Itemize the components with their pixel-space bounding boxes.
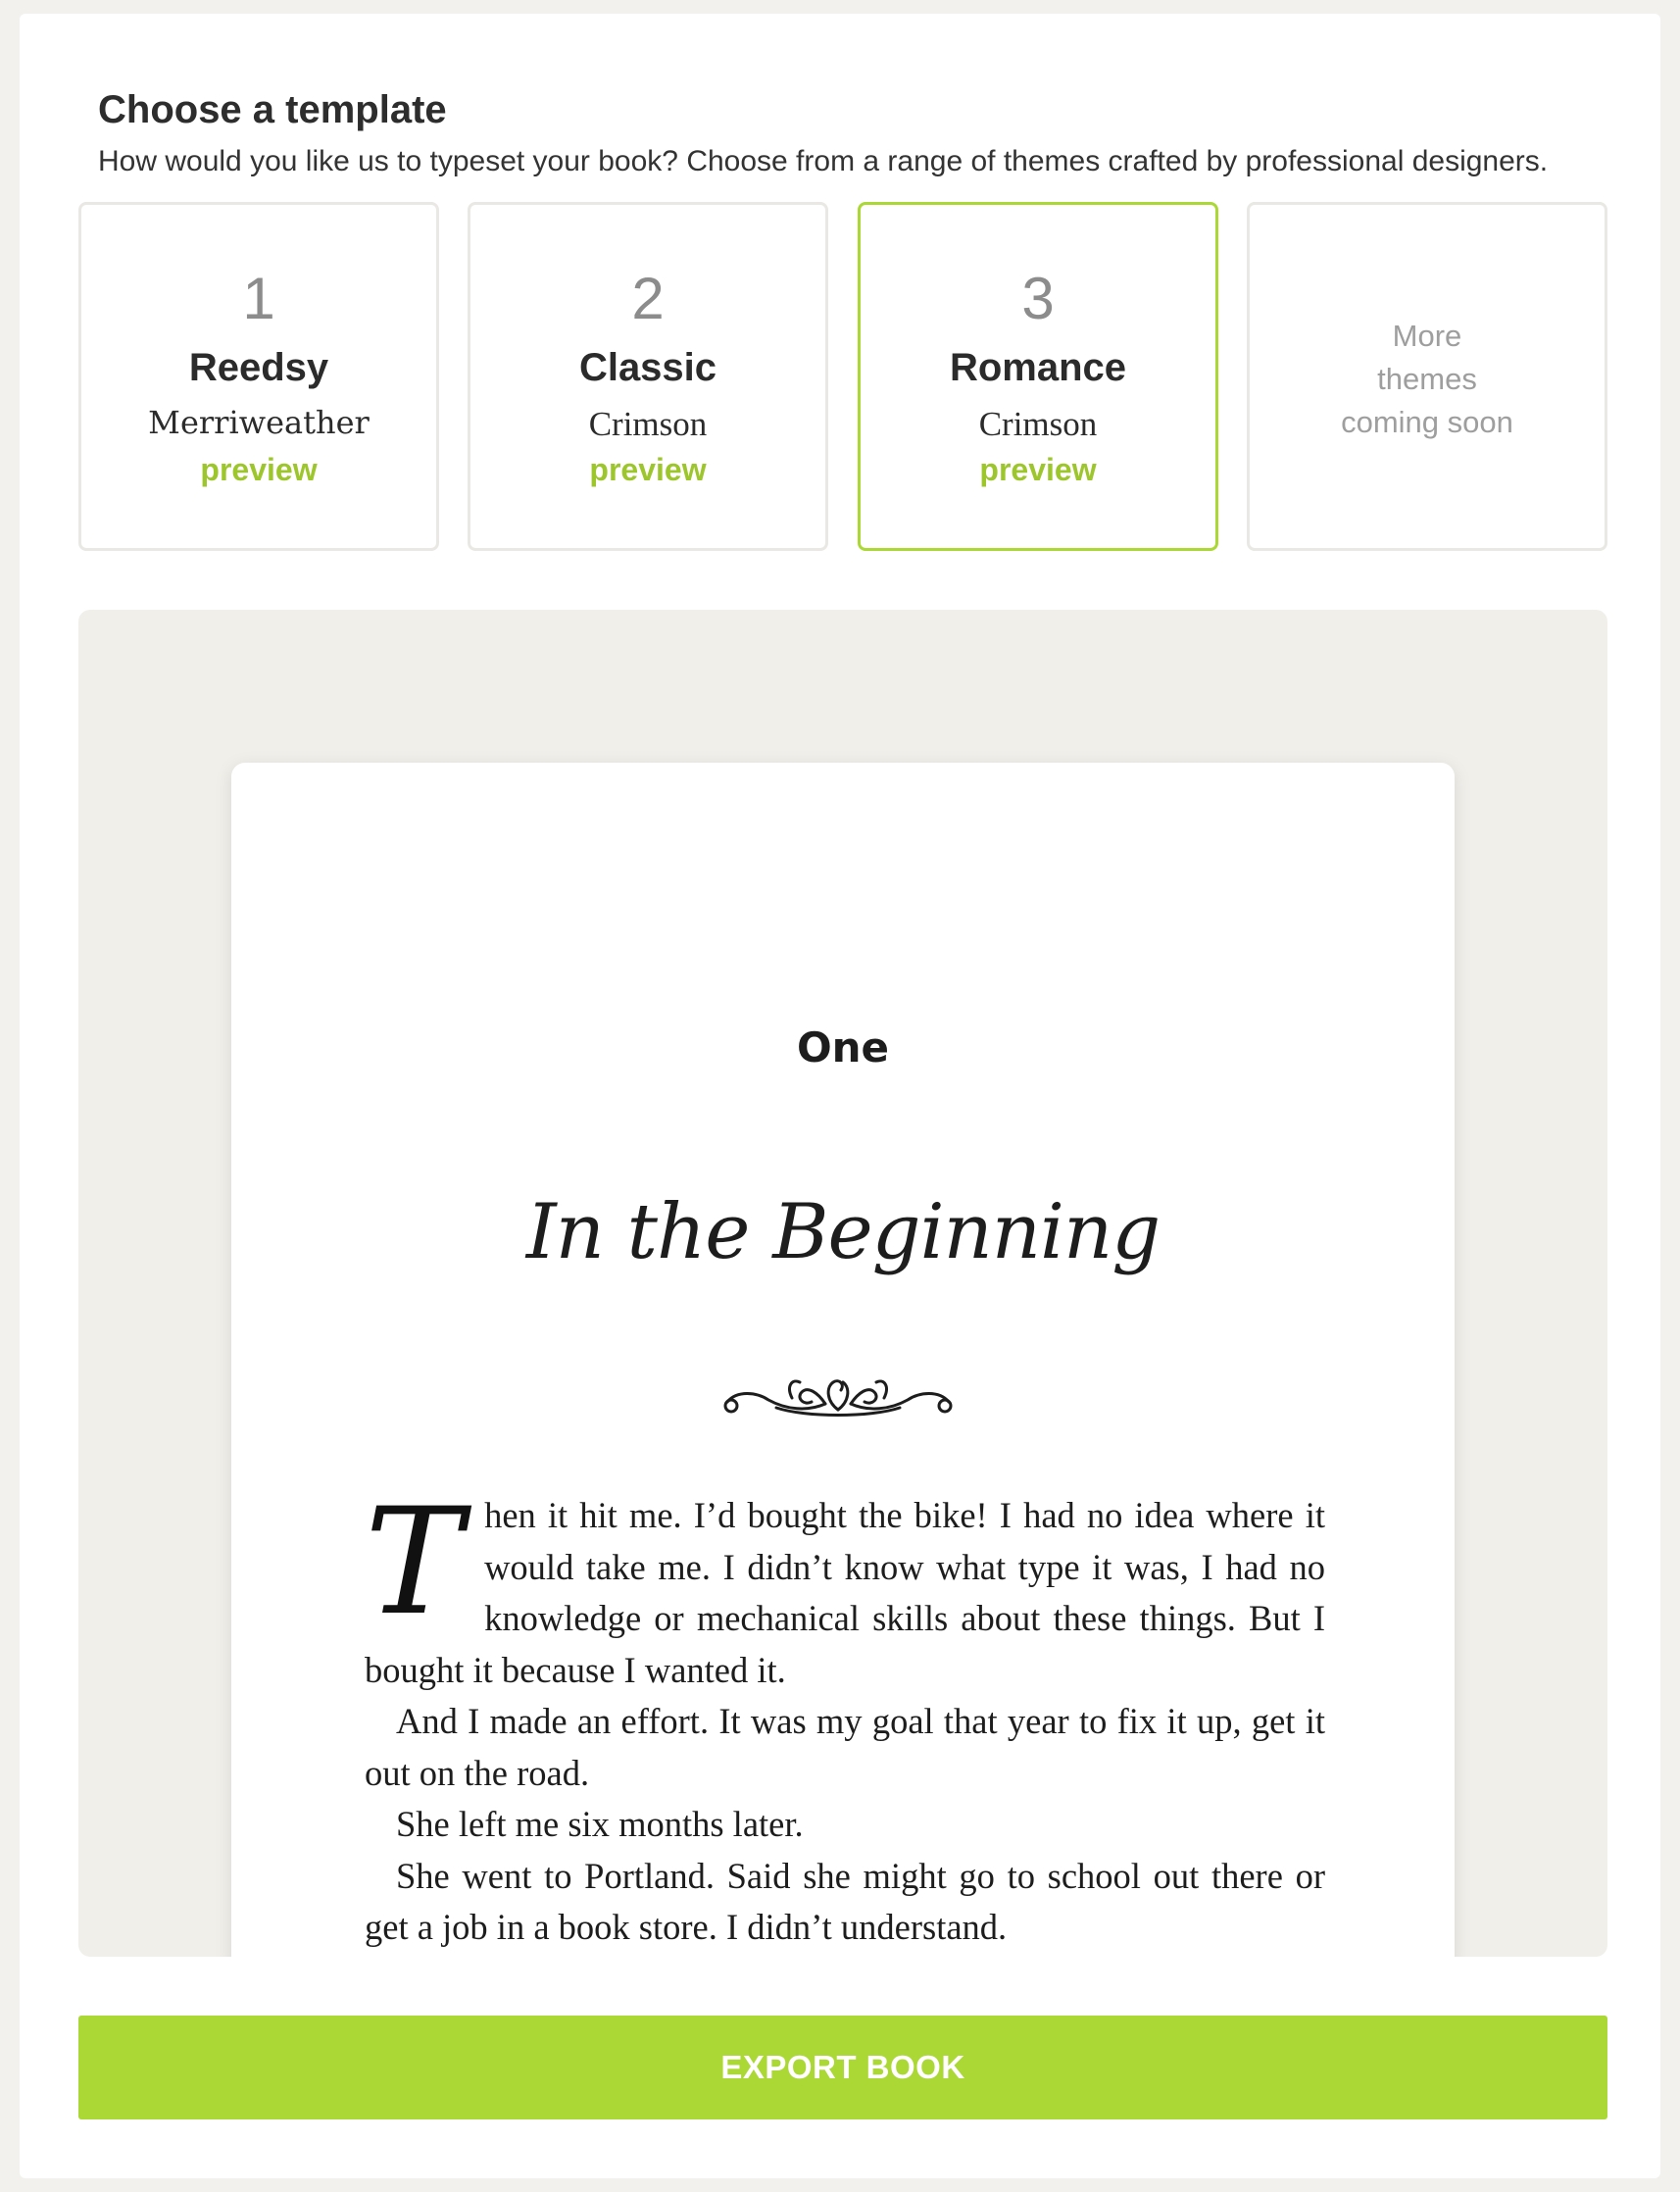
- chapter-title: In the Beginning: [525, 1188, 1161, 1276]
- flourish-ornament-icon: [717, 1363, 959, 1431]
- template-option-reedsy[interactable]: [78, 202, 439, 551]
- more-themes-line: coming soon: [1341, 405, 1513, 439]
- more-themes-placeholder: [1247, 202, 1607, 551]
- template-name: Classic: [578, 346, 717, 389]
- template-preview-link[interactable]: preview: [589, 452, 707, 487]
- page-title: Choose a template: [98, 88, 447, 131]
- template-number: 2: [631, 266, 665, 331]
- template-option-romance[interactable]: [858, 202, 1218, 551]
- paragraph: And I made an effort. It was my goal that year to fix it up, get it out on the road.: [365, 1701, 1325, 1793]
- chapter-number: One: [796, 1023, 890, 1071]
- template-number: 1: [242, 266, 275, 331]
- export-book-button[interactable]: EXPORT BOOK: [78, 2016, 1607, 2119]
- template-font: Merriweather: [148, 404, 370, 441]
- template-preview-link[interactable]: preview: [979, 452, 1097, 487]
- paragraph: She went to Portland. Said she might go to school out there or get a job in a book store. I didn’t understand.: [365, 1855, 1325, 1947]
- paragraph: She left me six months later.: [396, 1804, 804, 1844]
- book-page: [231, 763, 1455, 1957]
- template-font: Crimson: [588, 405, 708, 443]
- template-name: Reedsy: [188, 346, 329, 389]
- drop-cap: T: [365, 1477, 464, 1648]
- template-option-classic[interactable]: [468, 202, 828, 551]
- template-preview-link[interactable]: preview: [200, 452, 318, 487]
- more-themes-line: More: [1392, 319, 1462, 353]
- paragraph: [365, 1477, 1325, 1696]
- chapter-body: [365, 1477, 1325, 1954]
- template-number: 3: [1021, 266, 1055, 331]
- page-subtitle: How would you like us to typeset your book? Choose from a range of themes crafted by professional designers.: [98, 145, 1549, 177]
- paragraph-text: hen it hit me. I’d bought the bike! I had no idea where it would take me. I didn’t know what type it was, I had no knowledge or mechanical skills about these things. But I bought it because I wanted it.: [365, 1495, 1325, 1690]
- more-themes-line: themes: [1377, 362, 1477, 396]
- book-preview-panel[interactable]: [78, 610, 1607, 1957]
- more-themes-text: [1250, 315, 1605, 444]
- template-name: Romance: [949, 346, 1127, 389]
- template-options: [78, 202, 1607, 551]
- template-font: Crimson: [978, 405, 1098, 443]
